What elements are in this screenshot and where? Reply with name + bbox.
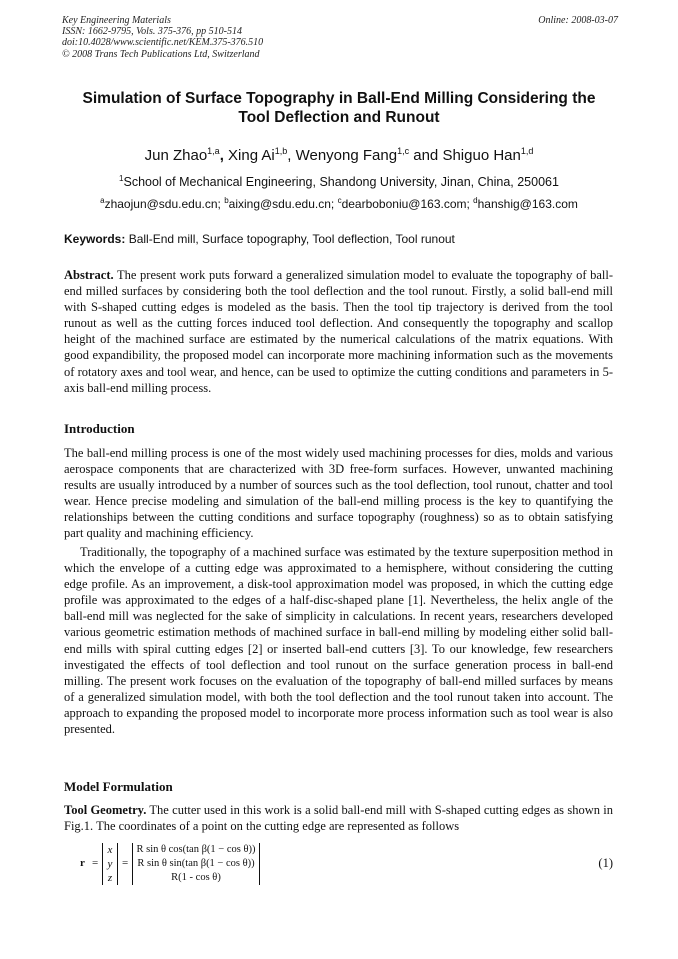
author-sup: 1,b [274, 146, 288, 156]
author-separator: , [219, 147, 229, 164]
paper-title [40, 89, 638, 127]
journal-header [62, 15, 618, 60]
author-sup: 1,d [520, 146, 534, 156]
journal-doi: doi:10.4028/www.scientific.net/KEM.375-376.510 [62, 37, 264, 49]
author-list [40, 146, 638, 166]
title-line-2: Tool Deflection and Runout [238, 109, 440, 126]
coordinate-vector [102, 843, 118, 885]
journal-copyright: © 2008 Trans Tech Publications Ltd, Switzerland [62, 48, 260, 60]
tool-geometry-text: The cutter used in this work is a solid ball-end mill with S-shaped cutting edges as shown in Fig.1. The coordinates of a point on the cutting edge are represented as follows [64, 803, 614, 834]
email-sup: d [473, 196, 478, 205]
intro-paragraph-1: The ball-end milling process is one of the most widely used machining processes for dies, molds and various aerospace components that are characterized with 3D free-form surfaces. However, unwanted machining results are usually introduced by a number of sources such as the tool deflection, tool runout, chatter and tool wear. Hence precise modeling and simulation of the ball-end milling process is the key to quantifying the relationships between the cutting conditions and surface topography (roughness) so as to obtain satisfying part quality and machining efficiency. [64, 446, 613, 541]
equation-number: (1) [598, 856, 613, 870]
email-link[interactable]: dearboboniu@163.com; [341, 197, 474, 211]
vector-x: x [107, 844, 113, 856]
keywords-label: Keywords: [64, 232, 126, 246]
keywords-text: Ball-End mill, Surface topography, Tool deflection, Tool runout [125, 232, 455, 246]
author-sup: 1,c [397, 146, 410, 156]
matrix-row-1: R sin θ cos(tan β(1 − cos θ)) [136, 844, 256, 855]
intro-paragraph-2: Traditionally, the topography of a machined surface was estimated by the texture superposition method in which the envelope of a cutting edge was approximated to a hemisphere, without considering the cutting edge profile. As an improvement, a disk-tool approximation model was proposed, in which the cutting edge profile was approximated to the edges of a half-disc-shaped plane [1]. Nevertheless, the helix angle of the ball-end mill was neglected for the sake of simplicity in calculations. In recent years, researchers developed various geometric estimation methods of machined surface in ball-end milling by modeling either solid ball-end mills with spiral cutting edges [2] or inserted ball-end cutters [3]. To our knowledge, few researchers investigated the effects of tool deflection and tool runout on the surface generation process in ball-end milling. The present work focuses on the evaluation of the topography of ball-end milled surfaces by means of a generalized simulation model, with both the tool deflection and the tool runout taken into account. The approach to expanding the proposed model to incorporate more process information such as tool wear is also presented. [64, 545, 613, 737]
email-link[interactable]: hanshig@163.com [477, 197, 578, 211]
keywords [64, 231, 624, 247]
abstract-label: Abstract. [64, 268, 114, 282]
section-heading-introduction: Introduction [64, 421, 135, 436]
journal-issn: ISSN: 1662-9795, Vols. 375-376, pp 510-514 [62, 26, 242, 38]
equation-1 [80, 842, 613, 888]
email-list [40, 196, 638, 212]
author-name: Xing Ai [228, 147, 275, 164]
author-sup: 1,a [207, 146, 220, 156]
author-name: Shiguo Han [442, 147, 521, 164]
section-heading-model: Model Formulation [64, 779, 173, 794]
author-name: Jun Zhao [144, 147, 208, 164]
online-date: Online: 2008-03-07 [538, 15, 618, 26]
affiliation-sup: 1 [119, 174, 124, 183]
title-line-1: Simulation of Surface Topography in Ball-End Milling Considering the [82, 90, 596, 107]
affiliation-text: School of Mechanical Engineering, Shandong University, Jinan, China, 250061 [123, 175, 559, 189]
matrix-row-2: R sin θ sin(tan β(1 − cos θ)) [137, 858, 255, 869]
coordinate-matrix [132, 843, 260, 885]
equals-sign: = [92, 857, 99, 869]
vector-y: y [107, 858, 113, 870]
affiliation [40, 174, 638, 190]
tool-geometry-label: Tool Geometry. [64, 803, 147, 817]
email-link[interactable]: zhaojun@sdu.edu.cn; [104, 197, 225, 211]
abstract-text: The present work puts forward a generalized simulation model to evaluate the topography of ball-end milled surfaces by considering both the tool deflection and the tool runout. Firstly, a solid ball-end mill with S-shaped cutting edges is modeled as the basis. Then the tool tip trajectory is derived from the tool runout as well as the cutting forces induced tool deflection. And consequently the topography and scallop height of the machined surface are estimated by the numerical calculations of the matrix equations. With good expandibility, the proposed model can incorporate more machining information such as the movements of rotatory axes and tool wear, and hence, can be used to optimize the cutting conditions and parameters in 5-axis ball-end milling process. [64, 268, 613, 395]
vector-z: z [107, 872, 113, 884]
author-separator: , [287, 147, 296, 164]
email-sup: a [100, 196, 105, 205]
matrix-row-3: R(1 - cos θ) [171, 872, 221, 883]
equation-lhs: r [80, 857, 85, 869]
email-sup: b [224, 196, 229, 205]
author-and: and [409, 147, 443, 164]
email-link[interactable]: aixing@sdu.edu.cn; [228, 197, 338, 211]
email-sup: c [337, 196, 342, 205]
journal-name: Key Engineering Materials [62, 15, 171, 26]
tool-geometry-paragraph [64, 802, 613, 834]
author-name: Wenyong Fang [295, 147, 398, 164]
equals-sign: = [122, 857, 129, 869]
abstract [64, 267, 613, 396]
